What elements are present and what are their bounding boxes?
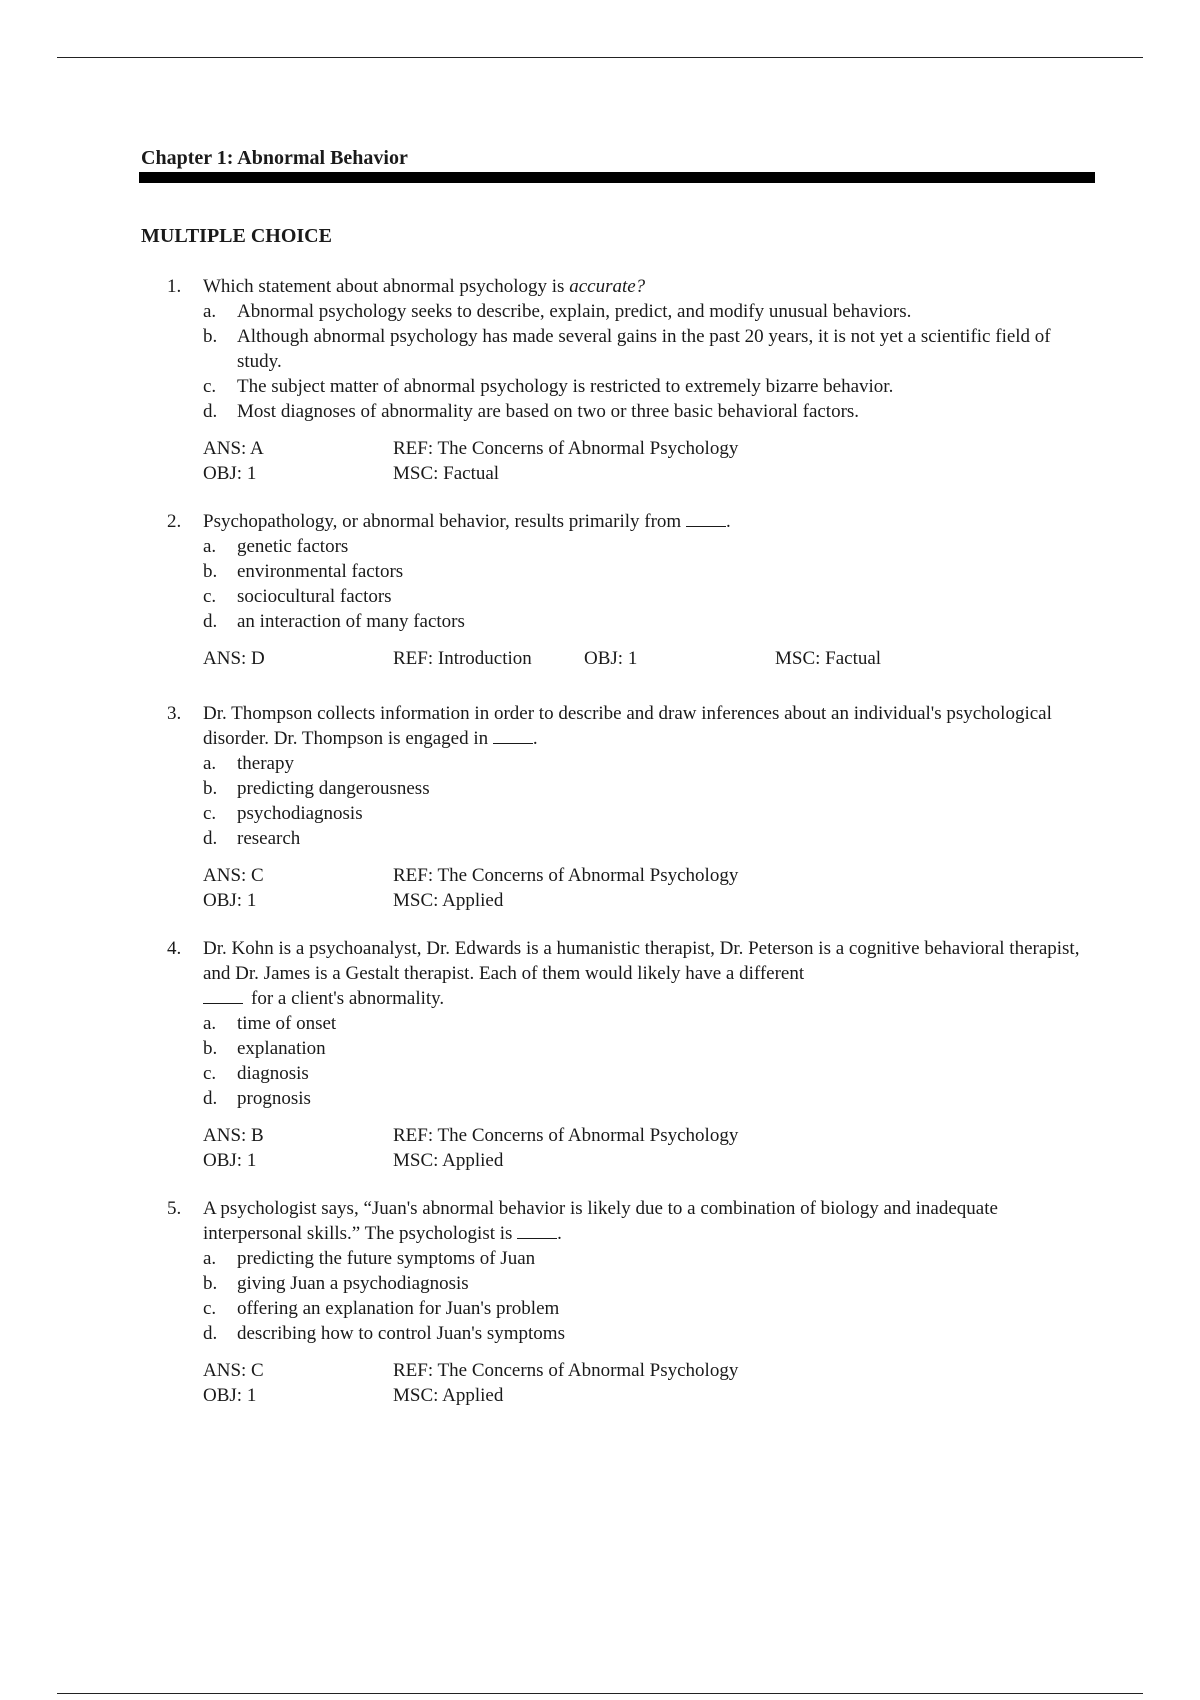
option-d: d. prognosis [203, 1088, 311, 1109]
option-c: c. sociocultural factors [203, 586, 392, 607]
misc-type: MSC: Factual [393, 463, 500, 484]
option-b: b. predicting dangerousness [203, 778, 430, 799]
option-d: d. an interaction of many factors [203, 611, 465, 632]
top-rule [57, 57, 1143, 58]
answer-metadata [203, 1358, 1082, 1408]
answer-options [203, 751, 1082, 851]
option-d: d. describing how to control Juan's symptoms [203, 1323, 565, 1344]
question-stem: Which statement about abnormal psychology is accurate? [203, 276, 646, 297]
reference: REF: The Concerns of Abnormal Psychology [393, 1125, 739, 1146]
option-b: b. explanation [203, 1038, 326, 1059]
answer-blank [493, 726, 533, 744]
option-a: a. time of onset [203, 1013, 337, 1034]
option-d: d. Most diagnoses of abnormality are based on two or three basic behavioral factors. [203, 401, 860, 422]
question-number: 2. [167, 511, 182, 532]
answer-metadata [203, 1123, 1082, 1173]
question-1 [162, 274, 1082, 486]
answer-blank [517, 1221, 557, 1239]
option-a: a. predicting the future symptoms of Juan [203, 1248, 536, 1269]
option-c: c. offering an explanation for Juan's problem [203, 1298, 560, 1319]
option-a: a. Abnormal psychology seeks to describe, explain, predict, and modify unusual behaviors. [203, 301, 912, 322]
question-number: 4. [167, 938, 182, 959]
objective: OBJ: 1 [203, 1385, 257, 1406]
option-d: d. research [203, 828, 301, 849]
question-stem: Dr. Kohn is a psychoanalyst, Dr. Edwards is a humanistic therapist, Dr. Peterson is a cognitive behavioral therapist, and Dr. James is a Gestalt therapist. Each of them would likely have a different for a client's abnormality. [203, 938, 1080, 1009]
option-c: c. psychodiagnosis [203, 803, 363, 824]
option-a: a. genetic factors [203, 536, 349, 557]
question-5 [162, 1196, 1082, 1408]
option-b: b. environmental factors [203, 561, 404, 582]
misc-type: MSC: Applied [393, 1385, 504, 1406]
question-stem: Psychopathology, or abnormal behavior, results primarily from . [203, 511, 731, 532]
option-c: c. diagnosis [203, 1063, 309, 1084]
misc-type: MSC: Applied [393, 1150, 504, 1171]
objective: OBJ: 1 [203, 1150, 257, 1171]
answer-options [203, 1011, 1082, 1111]
misc-type: MSC: Applied [393, 890, 504, 911]
objective: OBJ: 1 [203, 463, 257, 484]
option-a: a. therapy [203, 753, 294, 774]
question-stem: A psychologist says, “Juan's abnormal behavior is likely due to a combination of biology and inadequate interpersonal skills.” The psychologist is . [203, 1198, 998, 1244]
question-2 [162, 509, 1082, 671]
reference: REF: The Concerns of Abnormal Psychology [393, 438, 739, 459]
chapter-title: Chapter 1: Abnormal Behavior [141, 147, 408, 169]
answer-key: ANS: D [203, 648, 265, 669]
chapter-underline-bar [139, 172, 1095, 183]
answer-blank [686, 509, 726, 527]
misc-type: MSC: Factual [775, 648, 882, 669]
option-c: c. The subject matter of abnormal psychology is restricted to extremely bizarre behavior. [203, 376, 894, 397]
reference: REF: The Concerns of Abnormal Psychology [393, 865, 739, 886]
question-stem: Dr. Thompson collects information in order to describe and draw inferences about an individual's psychological disorder. Dr. Thompson is engaged in . [203, 703, 1052, 749]
answer-metadata [203, 646, 1082, 671]
answer-options [203, 1246, 1082, 1346]
option-b: b. giving Juan a psychodiagnosis [203, 1273, 469, 1294]
reference: REF: Introduction [393, 648, 532, 669]
question-list [162, 274, 1082, 1408]
answer-key: ANS: A [203, 438, 264, 459]
answer-blank [203, 986, 243, 1004]
answer-options [203, 299, 1082, 424]
bottom-rule [57, 1693, 1143, 1694]
objective: OBJ: 1 [203, 890, 257, 911]
answer-key: ANS: C [203, 1360, 264, 1381]
question-number: 5. [167, 1198, 182, 1219]
reference: REF: The Concerns of Abnormal Psychology [393, 1360, 739, 1381]
question-number: 1. [167, 276, 182, 297]
question-3 [162, 701, 1082, 913]
question-4 [162, 936, 1082, 1173]
answer-key: ANS: C [203, 865, 264, 886]
question-number: 3. [167, 703, 182, 724]
answer-metadata [203, 436, 1082, 486]
objective: OBJ: 1 [584, 648, 638, 669]
answer-key: ANS: B [203, 1125, 264, 1146]
answer-metadata [203, 863, 1082, 913]
question-stem-emphasis: accurate? [569, 276, 646, 297]
option-b: b. Although abnormal psychology has made several gains in the past 20 years, it is not yet a scientific field of study. [203, 326, 1051, 372]
answer-options [203, 534, 1082, 634]
section-title: MULTIPLE CHOICE [141, 225, 332, 247]
